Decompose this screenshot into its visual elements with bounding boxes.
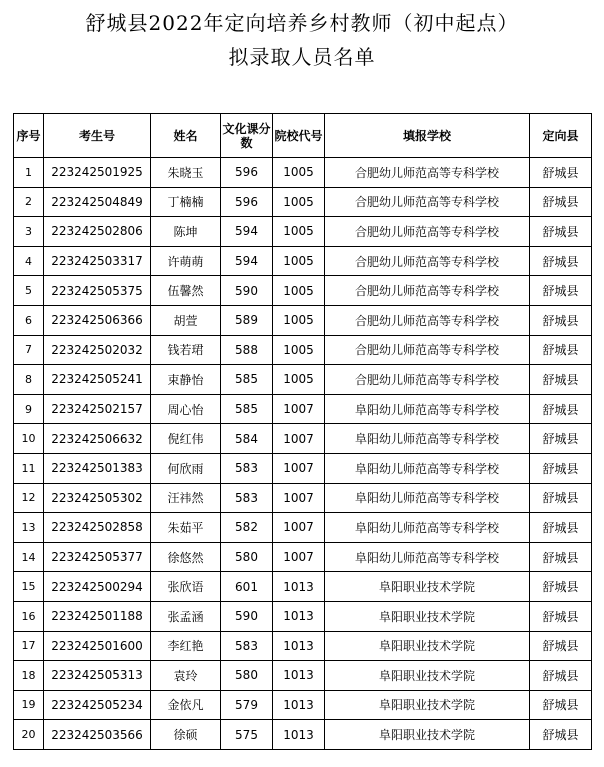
cell-no: 16 bbox=[14, 601, 44, 631]
cell-exam-id: 223242502032 bbox=[44, 335, 151, 365]
column-header-school: 填报学校 bbox=[325, 114, 530, 158]
cell-exam-id: 223242505234 bbox=[44, 690, 151, 720]
cell-no: 15 bbox=[14, 572, 44, 602]
cell-school: 合肥幼儿师范高等专科学校 bbox=[325, 187, 530, 217]
cell-school-code: 1005 bbox=[273, 158, 325, 188]
cell-school-code: 1007 bbox=[273, 542, 325, 572]
cell-school-code: 1005 bbox=[273, 217, 325, 247]
cell-score: 585 bbox=[221, 365, 273, 395]
cell-name: 徐硕 bbox=[151, 720, 221, 750]
cell-school-code: 1007 bbox=[273, 483, 325, 513]
cell-exam-id: 223242500294 bbox=[44, 572, 151, 602]
cell-school: 合肥幼儿师范高等专科学校 bbox=[325, 246, 530, 276]
cell-exam-id: 223242505241 bbox=[44, 365, 151, 395]
cell-school-code: 1013 bbox=[273, 690, 325, 720]
cell-school-code: 1007 bbox=[273, 394, 325, 424]
cell-school: 阜阳职业技术学院 bbox=[325, 661, 530, 691]
cell-exam-id: 223242502806 bbox=[44, 217, 151, 247]
cell-school-code: 1013 bbox=[273, 631, 325, 661]
cell-score: 601 bbox=[221, 572, 273, 602]
cell-exam-id: 223242501925 bbox=[44, 158, 151, 188]
cell-exam-id: 223242503317 bbox=[44, 246, 151, 276]
cell-score: 590 bbox=[221, 601, 273, 631]
cell-county: 舒城县 bbox=[530, 276, 592, 306]
cell-school: 合肥幼儿师范高等专科学校 bbox=[325, 217, 530, 247]
cell-school: 合肥幼儿师范高等专科学校 bbox=[325, 158, 530, 188]
table-row bbox=[14, 453, 592, 483]
table-row bbox=[14, 158, 592, 188]
cell-no: 19 bbox=[14, 690, 44, 720]
cell-score: 585 bbox=[221, 394, 273, 424]
cell-score: 579 bbox=[221, 690, 273, 720]
cell-county: 舒城县 bbox=[530, 542, 592, 572]
column-header-county: 定向县 bbox=[530, 114, 592, 158]
table-row bbox=[14, 513, 592, 543]
table-row bbox=[14, 187, 592, 217]
cell-score: 580 bbox=[221, 661, 273, 691]
cell-no: 8 bbox=[14, 365, 44, 395]
cell-school: 阜阳职业技术学院 bbox=[325, 572, 530, 602]
cell-school-code: 1005 bbox=[273, 187, 325, 217]
cell-exam-id: 223242503566 bbox=[44, 720, 151, 750]
cell-exam-id: 223242504849 bbox=[44, 187, 151, 217]
cell-school-code: 1007 bbox=[273, 453, 325, 483]
cell-score: 582 bbox=[221, 513, 273, 543]
cell-no: 7 bbox=[14, 335, 44, 365]
cell-school: 阜阳幼儿师范高等专科学校 bbox=[325, 424, 530, 454]
cell-no: 9 bbox=[14, 394, 44, 424]
cell-school: 合肥幼儿师范高等专科学校 bbox=[325, 305, 530, 335]
cell-score: 580 bbox=[221, 542, 273, 572]
cell-school: 阜阳职业技术学院 bbox=[325, 690, 530, 720]
cell-school-code: 1013 bbox=[273, 720, 325, 750]
cell-exam-id: 223242501600 bbox=[44, 631, 151, 661]
cell-school: 阜阳幼儿师范高等专科学校 bbox=[325, 483, 530, 513]
cell-exam-id: 223242505313 bbox=[44, 661, 151, 691]
table-header-row bbox=[14, 114, 592, 158]
cell-exam-id: 223242506632 bbox=[44, 424, 151, 454]
cell-county: 舒城县 bbox=[530, 572, 592, 602]
cell-school: 阜阳幼儿师范高等专科学校 bbox=[325, 513, 530, 543]
cell-county: 舒城县 bbox=[530, 394, 592, 424]
cell-no: 13 bbox=[14, 513, 44, 543]
cell-school: 阜阳幼儿师范高等专科学校 bbox=[325, 394, 530, 424]
cell-county: 舒城县 bbox=[530, 424, 592, 454]
cell-name: 胡萱 bbox=[151, 305, 221, 335]
cell-name: 束静怡 bbox=[151, 365, 221, 395]
cell-school: 阜阳职业技术学院 bbox=[325, 601, 530, 631]
column-header-score: 文化课分数 bbox=[221, 114, 273, 158]
cell-school-code: 1007 bbox=[273, 513, 325, 543]
table-row bbox=[14, 601, 592, 631]
cell-county: 舒城县 bbox=[530, 720, 592, 750]
cell-no: 5 bbox=[14, 276, 44, 306]
cell-county: 舒城县 bbox=[530, 305, 592, 335]
cell-name: 金依凡 bbox=[151, 690, 221, 720]
cell-no: 6 bbox=[14, 305, 44, 335]
cell-name: 李红艳 bbox=[151, 631, 221, 661]
cell-name: 丁楠楠 bbox=[151, 187, 221, 217]
cell-county: 舒城县 bbox=[530, 453, 592, 483]
cell-no: 17 bbox=[14, 631, 44, 661]
cell-school-code: 1005 bbox=[273, 335, 325, 365]
cell-no: 14 bbox=[14, 542, 44, 572]
cell-score: 596 bbox=[221, 158, 273, 188]
table-row bbox=[14, 305, 592, 335]
table-row bbox=[14, 572, 592, 602]
cell-name: 张孟涵 bbox=[151, 601, 221, 631]
cell-school-code: 1007 bbox=[273, 424, 325, 454]
cell-school: 阜阳幼儿师范高等专科学校 bbox=[325, 453, 530, 483]
cell-exam-id: 223242505302 bbox=[44, 483, 151, 513]
cell-exam-id: 223242505375 bbox=[44, 276, 151, 306]
cell-county: 舒城县 bbox=[530, 661, 592, 691]
column-header-name: 姓名 bbox=[151, 114, 221, 158]
table-row bbox=[14, 217, 592, 247]
cell-score: 594 bbox=[221, 246, 273, 276]
cell-no: 2 bbox=[14, 187, 44, 217]
cell-school-code: 1013 bbox=[273, 572, 325, 602]
table-row bbox=[14, 720, 592, 750]
cell-school-code: 1005 bbox=[273, 305, 325, 335]
table-row bbox=[14, 335, 592, 365]
cell-name: 许萌萌 bbox=[151, 246, 221, 276]
table-row bbox=[14, 661, 592, 691]
document-title: 舒城县2022年定向培养乡村教师（初中起点） bbox=[85, 11, 519, 35]
cell-no: 10 bbox=[14, 424, 44, 454]
cell-exam-id: 223242501188 bbox=[44, 601, 151, 631]
cell-county: 舒城县 bbox=[530, 601, 592, 631]
cell-score: 583 bbox=[221, 631, 273, 661]
column-header-no: 序号 bbox=[14, 114, 44, 158]
table-row bbox=[14, 365, 592, 395]
cell-no: 11 bbox=[14, 453, 44, 483]
cell-school-code: 1005 bbox=[273, 276, 325, 306]
cell-no: 1 bbox=[14, 158, 44, 188]
cell-exam-id: 223242505377 bbox=[44, 542, 151, 572]
cell-school: 阜阳幼儿师范高等专科学校 bbox=[325, 542, 530, 572]
cell-county: 舒城县 bbox=[530, 158, 592, 188]
table-row bbox=[14, 483, 592, 513]
cell-score: 575 bbox=[221, 720, 273, 750]
cell-name: 袁玲 bbox=[151, 661, 221, 691]
cell-no: 3 bbox=[14, 217, 44, 247]
table-row bbox=[14, 246, 592, 276]
cell-exam-id: 223242506366 bbox=[44, 305, 151, 335]
cell-school: 合肥幼儿师范高等专科学校 bbox=[325, 276, 530, 306]
cell-score: 590 bbox=[221, 276, 273, 306]
cell-county: 舒城县 bbox=[530, 246, 592, 276]
cell-name: 汪祎然 bbox=[151, 483, 221, 513]
table-row bbox=[14, 690, 592, 720]
cell-no: 12 bbox=[14, 483, 44, 513]
cell-score: 584 bbox=[221, 424, 273, 454]
cell-name: 倪红伟 bbox=[151, 424, 221, 454]
cell-county: 舒城县 bbox=[530, 631, 592, 661]
cell-score: 594 bbox=[221, 217, 273, 247]
cell-name: 张欣语 bbox=[151, 572, 221, 602]
cell-name: 陈坤 bbox=[151, 217, 221, 247]
cell-school-code: 1013 bbox=[273, 601, 325, 631]
cell-county: 舒城县 bbox=[530, 513, 592, 543]
table-row bbox=[14, 542, 592, 572]
cell-score: 583 bbox=[221, 483, 273, 513]
table-row bbox=[14, 394, 592, 424]
cell-name: 周心怡 bbox=[151, 394, 221, 424]
document-subtitle: 拟录取人员名单 bbox=[228, 45, 376, 69]
column-header-school-code: 院校代号 bbox=[273, 114, 325, 158]
cell-no: 4 bbox=[14, 246, 44, 276]
table-row bbox=[14, 276, 592, 306]
cell-name: 伍馨然 bbox=[151, 276, 221, 306]
cell-county: 舒城县 bbox=[530, 483, 592, 513]
cell-exam-id: 223242502858 bbox=[44, 513, 151, 543]
cell-name: 朱茹平 bbox=[151, 513, 221, 543]
cell-school: 合肥幼儿师范高等专科学校 bbox=[325, 335, 530, 365]
cell-score: 589 bbox=[221, 305, 273, 335]
cell-school-code: 1013 bbox=[273, 661, 325, 691]
cell-county: 舒城县 bbox=[530, 690, 592, 720]
table-row bbox=[14, 424, 592, 454]
cell-school: 阜阳职业技术学院 bbox=[325, 720, 530, 750]
cell-county: 舒城县 bbox=[530, 217, 592, 247]
cell-county: 舒城县 bbox=[530, 335, 592, 365]
cell-no: 18 bbox=[14, 661, 44, 691]
cell-name: 何欣雨 bbox=[151, 453, 221, 483]
cell-school: 阜阳职业技术学院 bbox=[325, 631, 530, 661]
cell-exam-id: 223242502157 bbox=[44, 394, 151, 424]
cell-school: 合肥幼儿师范高等专科学校 bbox=[325, 365, 530, 395]
cell-name: 钱若珺 bbox=[151, 335, 221, 365]
cell-county: 舒城县 bbox=[530, 187, 592, 217]
cell-name: 徐悠然 bbox=[151, 542, 221, 572]
admission-table bbox=[13, 113, 592, 750]
table-row bbox=[14, 631, 592, 661]
column-header-exam-id: 考生号 bbox=[44, 114, 151, 158]
cell-name: 朱晓玉 bbox=[151, 158, 221, 188]
cell-exam-id: 223242501383 bbox=[44, 453, 151, 483]
cell-school-code: 1005 bbox=[273, 246, 325, 276]
cell-score: 588 bbox=[221, 335, 273, 365]
cell-school-code: 1005 bbox=[273, 365, 325, 395]
cell-no: 20 bbox=[14, 720, 44, 750]
cell-score: 596 bbox=[221, 187, 273, 217]
cell-score: 583 bbox=[221, 453, 273, 483]
cell-county: 舒城县 bbox=[530, 365, 592, 395]
